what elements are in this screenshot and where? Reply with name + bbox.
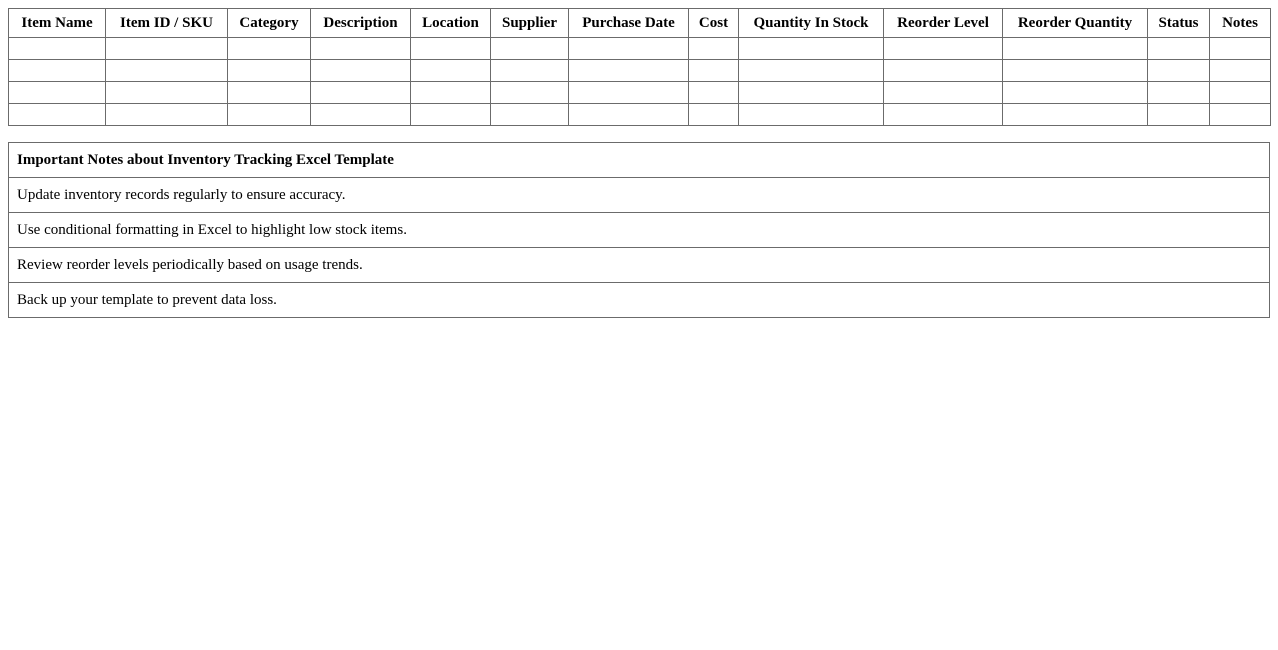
column-header-quantity-in-stock: Quantity In Stock <box>739 9 884 38</box>
table-header-row <box>9 9 1271 38</box>
cell-notes[interactable] <box>1210 60 1271 82</box>
cell-cost[interactable] <box>689 82 739 104</box>
notes-row <box>9 283 1270 318</box>
cell-location[interactable] <box>411 60 491 82</box>
cell-category[interactable] <box>228 104 311 126</box>
column-header-description: Description <box>311 9 411 38</box>
cell-notes[interactable] <box>1210 104 1271 126</box>
cell-item-name[interactable] <box>9 104 106 126</box>
cell-status[interactable] <box>1148 82 1210 104</box>
cell-item-name[interactable] <box>9 60 106 82</box>
important-notes-table <box>8 142 1270 318</box>
column-header-reorder-level: Reorder Level <box>884 9 1003 38</box>
column-header-item-id-sku: Item ID / SKU <box>106 9 228 38</box>
notes-row <box>9 248 1270 283</box>
cell-cost[interactable] <box>689 60 739 82</box>
cell-supplier[interactable] <box>491 60 569 82</box>
cell-description[interactable] <box>311 38 411 60</box>
column-header-item-name: Item Name <box>9 9 106 38</box>
cell-status[interactable] <box>1148 60 1210 82</box>
inventory-tracking-table <box>8 8 1271 126</box>
cell-description[interactable] <box>311 104 411 126</box>
cell-purchase-date[interactable] <box>569 60 689 82</box>
cell-quantity-in-stock[interactable] <box>739 82 884 104</box>
notes-row <box>9 213 1270 248</box>
notes-title-row <box>9 143 1270 178</box>
cell-item-id-sku[interactable] <box>106 82 228 104</box>
cell-reorder-quantity[interactable] <box>1003 60 1148 82</box>
notes-title: Important Notes about Inventory Tracking Excel Template <box>9 143 1270 178</box>
cell-status[interactable] <box>1148 38 1210 60</box>
table-spacer <box>8 126 1270 142</box>
cell-reorder-level[interactable] <box>884 60 1003 82</box>
cell-description[interactable] <box>311 82 411 104</box>
cell-category[interactable] <box>228 82 311 104</box>
column-header-cost: Cost <box>689 9 739 38</box>
cell-reorder-quantity[interactable] <box>1003 82 1148 104</box>
cell-item-id-sku[interactable] <box>106 104 228 126</box>
cell-category[interactable] <box>228 38 311 60</box>
table-row[interactable] <box>9 82 1271 104</box>
cell-item-id-sku[interactable] <box>106 38 228 60</box>
column-header-status: Status <box>1148 9 1210 38</box>
column-header-reorder-quantity: Reorder Quantity <box>1003 9 1148 38</box>
note-item: Update inventory records regularly to ensure accuracy. <box>9 178 1270 213</box>
cell-item-name[interactable] <box>9 38 106 60</box>
column-header-purchase-date: Purchase Date <box>569 9 689 38</box>
document-page <box>0 0 1278 318</box>
note-item: Use conditional formatting in Excel to highlight low stock items. <box>9 213 1270 248</box>
cell-reorder-quantity[interactable] <box>1003 38 1148 60</box>
table-row[interactable] <box>9 104 1271 126</box>
cell-quantity-in-stock[interactable] <box>739 60 884 82</box>
cell-supplier[interactable] <box>491 82 569 104</box>
cell-item-name[interactable] <box>9 82 106 104</box>
notes-row <box>9 178 1270 213</box>
cell-item-id-sku[interactable] <box>106 60 228 82</box>
cell-location[interactable] <box>411 38 491 60</box>
cell-status[interactable] <box>1148 104 1210 126</box>
cell-supplier[interactable] <box>491 38 569 60</box>
note-item: Review reorder levels periodically based on usage trends. <box>9 248 1270 283</box>
column-header-category: Category <box>228 9 311 38</box>
cell-purchase-date[interactable] <box>569 104 689 126</box>
note-item: Back up your template to prevent data loss. <box>9 283 1270 318</box>
cell-quantity-in-stock[interactable] <box>739 104 884 126</box>
table-row[interactable] <box>9 60 1271 82</box>
cell-category[interactable] <box>228 60 311 82</box>
cell-reorder-quantity[interactable] <box>1003 104 1148 126</box>
column-header-location: Location <box>411 9 491 38</box>
cell-reorder-level[interactable] <box>884 104 1003 126</box>
cell-reorder-level[interactable] <box>884 38 1003 60</box>
cell-notes[interactable] <box>1210 82 1271 104</box>
table-row[interactable] <box>9 38 1271 60</box>
cell-location[interactable] <box>411 104 491 126</box>
column-header-notes: Notes <box>1210 9 1271 38</box>
cell-quantity-in-stock[interactable] <box>739 38 884 60</box>
cell-purchase-date[interactable] <box>569 38 689 60</box>
cell-notes[interactable] <box>1210 38 1271 60</box>
cell-reorder-level[interactable] <box>884 82 1003 104</box>
cell-cost[interactable] <box>689 104 739 126</box>
cell-cost[interactable] <box>689 38 739 60</box>
cell-supplier[interactable] <box>491 104 569 126</box>
cell-description[interactable] <box>311 60 411 82</box>
cell-location[interactable] <box>411 82 491 104</box>
cell-purchase-date[interactable] <box>569 82 689 104</box>
column-header-supplier: Supplier <box>491 9 569 38</box>
